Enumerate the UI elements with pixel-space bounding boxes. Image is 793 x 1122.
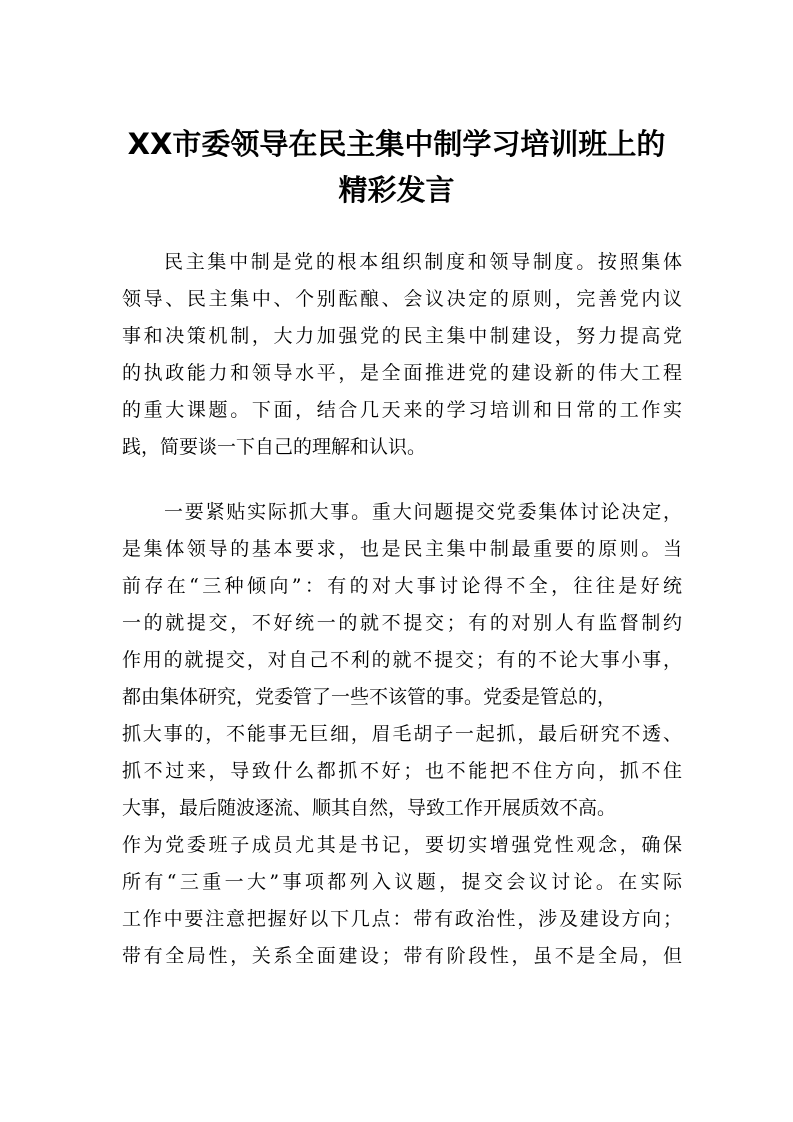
paragraph-2-line: 抓不过来，导致什么都抓不好；也不能把不住方向，抓不住 [122,760,682,782]
paragraph-1-line: 民主集中制是党的根本组织制度和领导制度。按照集体 [164,251,682,273]
paragraph-2-line: 一要紧贴实际抓大事。重大问题提交党委集体讨论决定， [164,501,682,523]
paragraph-2-line: 作用的就提交，对自己不利的就不提交；有的不论大事小事， [122,649,682,671]
paragraph-2-line: 工作中要注意把握好以下几点：带有政治性，涉及建设方向； [122,908,682,930]
paragraph-2-line: 前存在“三种倾向”：有的对大事讨论得不全，往往是好统 [122,575,682,597]
paragraph-2-line: 都由集体研究，党委管了一些不该管的事。党委是管总的， [122,686,617,708]
paragraph-1-line: 的执政能力和领导水平，是全面推进党的建设新的伟大工程 [122,362,682,384]
document-title-line-2: 精彩发言 [338,173,455,207]
paragraph-2-line: 作为党委班子成员尤其是书记，要切实增强党性观念，确保 [122,834,682,856]
paragraph-2-line: 是集体领导的基本要求，也是民主集中制最重要的原则。当 [122,538,682,560]
paragraph-1-line: 践，简要谈一下自己的理解和认识。 [122,436,427,458]
paragraph-1-line: 领导、民主集中、个别酝酿、会议决定的原则，完善党内议 [122,288,682,310]
paragraph-1-line: 的重大课题。下面，结合几天来的学习培训和日常的工作实 [122,399,682,421]
paragraph-2-line: 一的就提交，不好统一的就不提交；有的对别人有监督制约 [122,612,682,634]
paragraph-2-line: 大事，最后随波逐流、顺其自然，导致工作开展质效不高。 [122,797,617,819]
paragraph-2-line: 抓大事的，不能事无巨细，眉毛胡子一起抓，最后研究不透、 [122,723,682,745]
paragraph-1-line: 事和决策机制，大力加强党的民主集中制建设，努力提高党 [122,325,682,347]
paragraph-2-line: 所有“三重一大”事项都列入议题，提交会议讨论。在实际 [122,871,682,893]
document-title-line-1: XX市委领导在民主集中制学习培训班上的 [127,127,666,161]
paragraph-2-line: 带有全局性，关系全面建设；带有阶段性，虽不是全局，但 [122,945,682,967]
